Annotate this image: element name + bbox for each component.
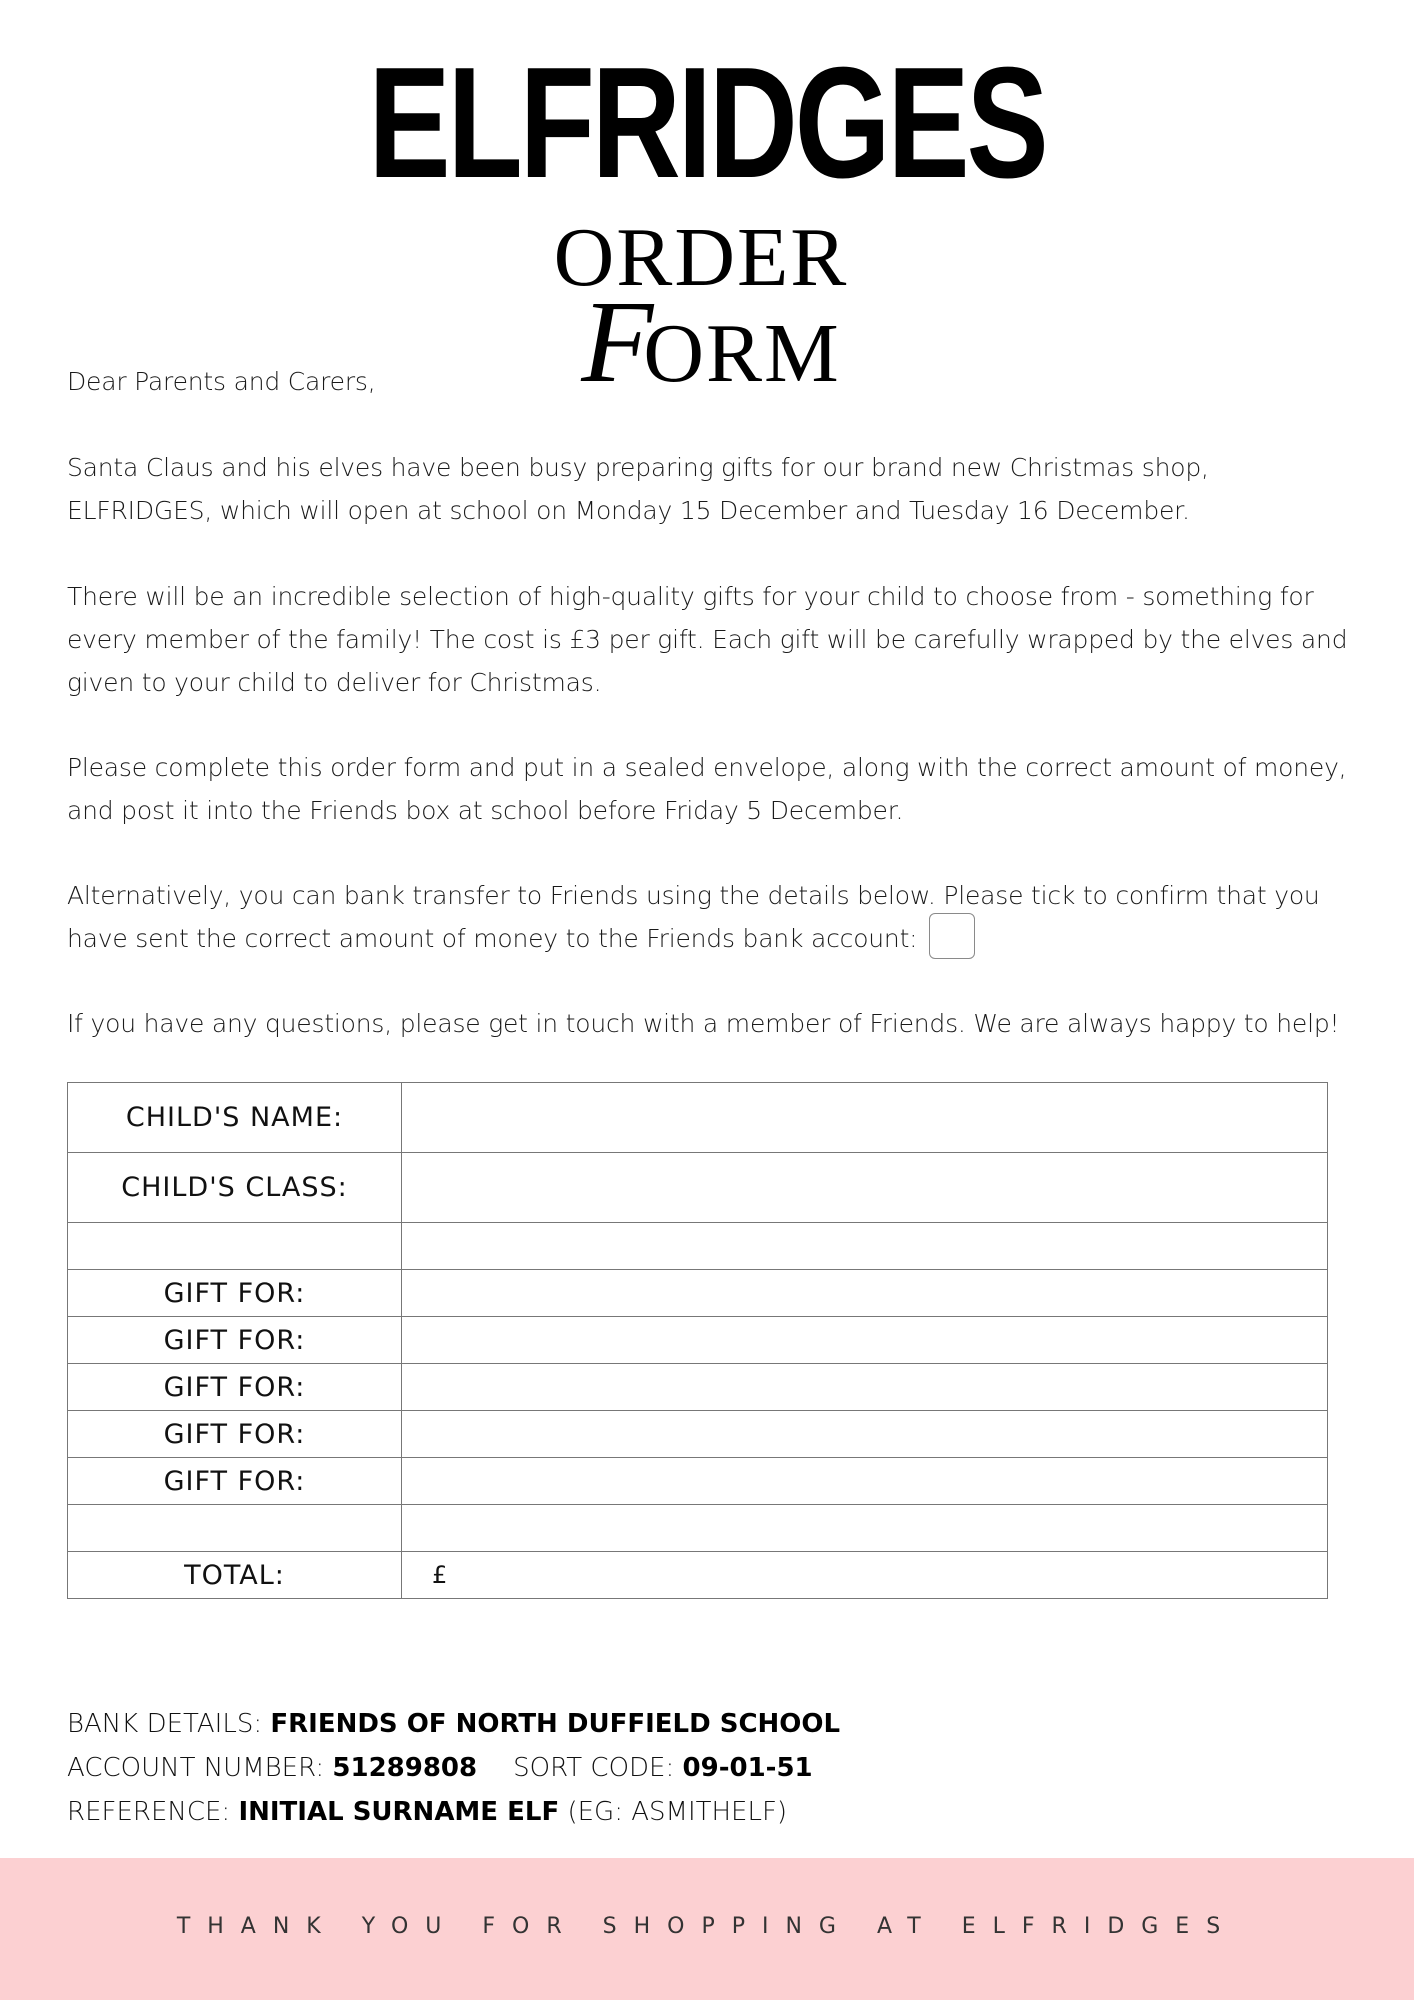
bank-details-value: FRIENDS OF NORTH DUFFIELD SCHOOL bbox=[270, 1709, 841, 1739]
account-number-label: ACCOUNT NUMBER: bbox=[67, 1753, 325, 1783]
gift-for-label: GIFT FOR: bbox=[68, 1317, 402, 1364]
footer-banner bbox=[0, 1858, 1414, 2000]
table-row-spacer bbox=[68, 1505, 1328, 1552]
bank-transfer-text: Alternatively, you can bank transfer to Friends using the details below. Please tick to confirm that you have sent the correct amount of money to the Friends bank account: bbox=[67, 881, 1320, 953]
spacer-cell bbox=[402, 1505, 1328, 1552]
total-currency-symbol: £ bbox=[432, 1561, 448, 1589]
letter-greeting: Dear Parents and Carers, bbox=[67, 367, 376, 396]
letter-paragraph-instructions: Please complete this order form and put in a sealed envelope, along with the correct amount of money, and post it into the Friends box at school before Friday 5 December. bbox=[67, 753, 1347, 825]
childs-name-label: CHILD'S NAME: bbox=[68, 1083, 402, 1153]
total-field[interactable] bbox=[402, 1552, 1328, 1599]
reference-label: REFERENCE: bbox=[67, 1797, 231, 1827]
bank-details-label: BANK DETAILS: bbox=[67, 1709, 263, 1739]
childs-class-label: CHILD'S CLASS: bbox=[68, 1153, 402, 1223]
gift-for-label: GIFT FOR: bbox=[68, 1411, 402, 1458]
account-number-value: 51289808 bbox=[332, 1753, 478, 1783]
subtitle-order: ORDER bbox=[553, 211, 849, 304]
gift-for-field[interactable] bbox=[402, 1270, 1328, 1317]
sort-code-label: SORT CODE: bbox=[513, 1753, 675, 1783]
letter-paragraph-intro: Santa Claus and his elves have been busy preparing gifts for our brand new Christmas shop, ELFRIDGES, which will open at school on Monday 15 December and Tuesday 16 December. bbox=[67, 453, 1209, 525]
reference-example: (EG: ASMITHELF) bbox=[567, 1797, 788, 1827]
gift-for-field[interactable] bbox=[402, 1317, 1328, 1364]
letter-paragraph-questions: If you have any questions, please get in touch with a member of Friends. We are always happy to help! bbox=[67, 1009, 1340, 1038]
total-label: TOTAL: bbox=[68, 1552, 402, 1599]
gift-for-label: GIFT FOR: bbox=[68, 1458, 402, 1505]
spacer-cell bbox=[68, 1223, 402, 1270]
bank-transfer-confirm-checkbox[interactable] bbox=[929, 913, 975, 959]
letter-paragraph-bank-transfer bbox=[67, 874, 1357, 963]
account-details-line bbox=[67, 1746, 813, 1790]
table-row bbox=[68, 1552, 1328, 1599]
table-row-spacer bbox=[68, 1223, 1328, 1270]
sort-code-value: 09-01-51 bbox=[682, 1753, 813, 1783]
reference-value: INITIAL SURNAME ELF bbox=[238, 1797, 560, 1827]
gift-for-field[interactable] bbox=[402, 1458, 1328, 1505]
gift-for-field[interactable] bbox=[402, 1411, 1328, 1458]
gift-for-field[interactable] bbox=[402, 1364, 1328, 1411]
table-row bbox=[68, 1458, 1328, 1505]
spacer-cell bbox=[402, 1223, 1328, 1270]
gift-for-label: GIFT FOR: bbox=[68, 1364, 402, 1411]
childs-class-field[interactable] bbox=[402, 1153, 1328, 1223]
bank-details-line bbox=[67, 1702, 840, 1746]
table-row bbox=[68, 1270, 1328, 1317]
childs-name-field[interactable] bbox=[402, 1083, 1328, 1153]
table-row bbox=[68, 1317, 1328, 1364]
letter-paragraph-gifts: There will be an incredible selection of high-quality gifts for your child to choose from - something for every member of the family! The cost is £3 per gift. Each gift will be carefully wrapped by the elves and given to your child to deliver for Christmas. bbox=[67, 582, 1348, 697]
gift-for-label: GIFT FOR: bbox=[68, 1270, 402, 1317]
brand-logo-title: ELFRIDGES bbox=[368, 35, 1046, 211]
subtitle-form-rest: ORM bbox=[643, 307, 841, 400]
table-row bbox=[68, 1411, 1328, 1458]
reference-line bbox=[67, 1790, 787, 1834]
table-row bbox=[68, 1153, 1328, 1223]
order-form-table bbox=[67, 1082, 1328, 1599]
table-row bbox=[68, 1364, 1328, 1411]
subtitle-form-script-letter: F bbox=[581, 276, 644, 407]
footer-thank-you-text: THANK YOU FOR SHOPPING AT ELFRIDGES bbox=[176, 1914, 1238, 1939]
table-row bbox=[68, 1083, 1328, 1153]
spacer-cell bbox=[68, 1505, 402, 1552]
